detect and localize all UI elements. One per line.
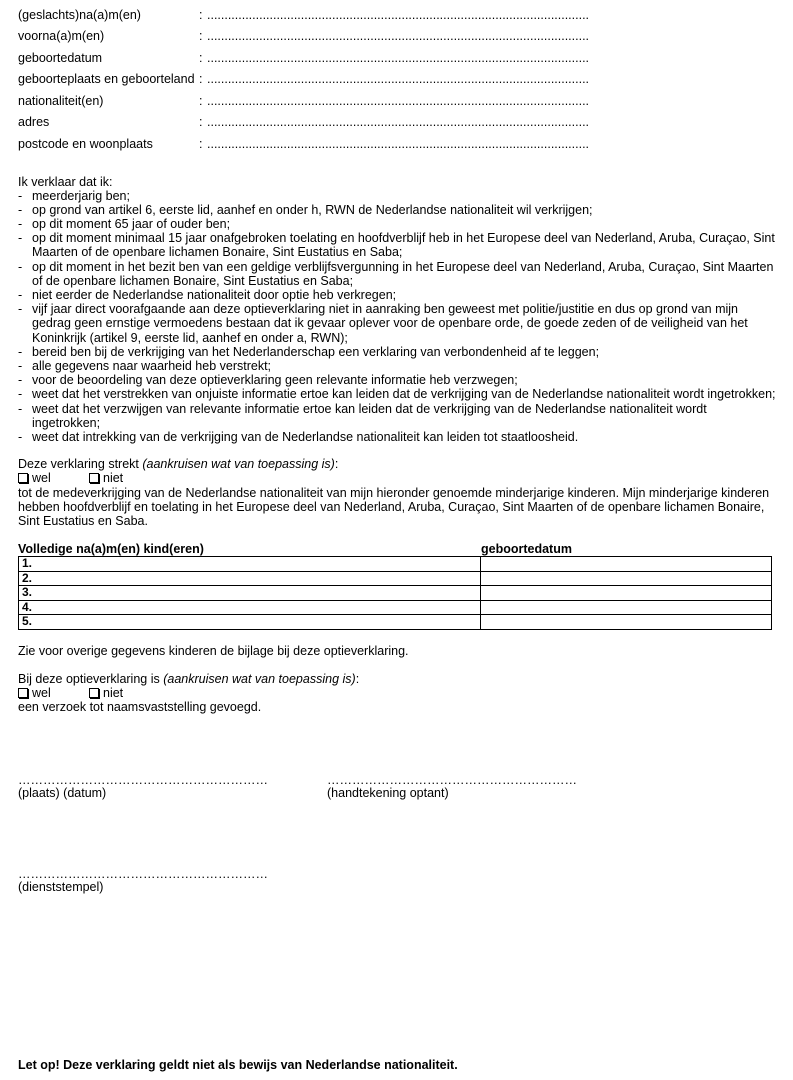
field-colon: : [199,136,203,151]
field-row[interactable] [18,4,778,26]
kid-date-cell[interactable] [481,586,772,601]
declaration-item: - niet eerder de Nederlandse nationaliteit door optie heb verkregen; [18,288,778,302]
field-row[interactable] [18,69,778,91]
bij-text: Bij deze optieverklaring is [18,671,164,686]
field-label: geboortedatum [18,50,103,65]
field-row[interactable] [18,47,778,69]
field-label: adres [18,115,50,130]
field-label: nationaliteit(en) [18,93,104,108]
optant-signature [327,774,577,800]
strekt-wel-checkbox[interactable] [18,471,89,485]
kid-date-cell[interactable] [481,571,772,586]
kid-name-cell[interactable]: 4. [19,600,481,615]
field-fill-line[interactable]: .............................................................................................................. [207,72,590,87]
bij-checkboxes [18,686,778,700]
kid-date-cell[interactable] [481,615,772,630]
field-row[interactable] [18,90,778,112]
field-fill-line[interactable]: .............................................................................................................. [207,50,590,65]
field-colon: : [199,115,203,130]
strekt-body: tot de medeverkrijging van de Nederlandse nationaliteit van mijn hieronder genoemde minderjarige kinderen. Mijn minderjarige kinderen hebben hoofdverblijf en toelating in het Europese deel van Nederland, Aruba, Curaçao, Sint Maarten of de openbare lichamen Bonaire, Sint Eustatius en Saba. [18,485,770,528]
declaration-item: - bereid ben bij de verkrijging van het Nederlanderschap een verklaring van verbondenheid af te leggen; [18,345,778,359]
field-colon: : [199,72,203,87]
field-label: postcode en woonplaats [18,136,153,151]
declaration-item: - weet dat intrekking van de verkrijging van de Nederlandse nationaliteit kan leiden tot staatloosheid. [18,430,778,444]
place-date-label: (plaats) (datum) [18,786,107,801]
checkbox-icon[interactable] [18,688,28,698]
kid-date-cell[interactable] [481,557,772,572]
checkbox-icon[interactable] [89,473,99,483]
checkbox-icon[interactable] [18,473,28,483]
stamp-line[interactable]: …………………………………………………… [18,867,268,882]
kids-col-date: geboortedatum [481,542,572,557]
strekt-niet-checkbox[interactable] [89,471,123,485]
field-colon: : [199,7,203,22]
declaration-list [18,189,778,445]
declaration-item: - op grond van artikel 6, eerste lid, aanhef en onder h, RWN de Nederlandse nationaliteit wil verkrijgen; [18,203,778,217]
table-row [19,600,772,615]
strekt-checkboxes [18,471,778,485]
declaration-intro: Ik verklaar dat ik: [18,174,113,189]
personal-fields [18,4,778,155]
place-date-signature [18,774,327,800]
field-row[interactable] [18,133,778,155]
kid-name-cell[interactable]: 1. [19,557,481,572]
checkbox-label: wel [32,471,51,486]
optant-signature-line[interactable]: …………………………………………………… [327,773,577,788]
table-row [19,557,772,572]
field-colon: : [199,93,203,108]
strekt-text: Deze verklaring strekt [18,457,143,472]
field-fill-line[interactable]: .............................................................................................................. [207,115,590,130]
checkbox-label: niet [103,686,124,701]
strekt-colon: : [334,457,339,472]
field-label: voorna(a)m(en) [18,29,105,44]
field-fill-line[interactable]: .............................................................................................................. [207,136,590,151]
table-row [19,615,772,630]
optant-signature-label: (handtekening optant) [327,786,449,801]
field-row[interactable] [18,112,778,134]
kid-name-cell[interactable]: 3. [19,586,481,601]
field-fill-line[interactable]: .............................................................................................................. [207,29,590,44]
place-date-line[interactable]: …………………………………………………… [18,773,268,788]
field-fill-line[interactable]: .............................................................................................................. [207,93,590,108]
declaration-item: - weet dat het verstrekken van onjuiste informatie ertoe kan leiden dat de verkrijging van de Nederlandse nationaliteit wordt ingetrokken; [18,387,778,401]
kids-col-name: Volledige na(a)m(en) kind(eren) [18,542,204,557]
declaration-item: - weet dat het verzwijgen van relevante informatie ertoe kan leiden dat de verkrijging van de Nederlandse nationaliteit wordt ingetrokken; [18,402,778,430]
strekt-heading [18,457,778,471]
declaration-item: - vijf jaar direct voorafgaande aan deze optieverklaring niet in aanraking ben geweest met politie/justitie en dus op grond van mijn gedrag geen ernstige vermoedens bestaan dat ik gevaar oplever voor de openbare orde, de goede zeden of de veiligheid van het Koninkrijk (artikel 9, eerste lid, aanhef en onder a, RWN); [18,302,778,345]
field-fill-line[interactable]: .............................................................................................................. [207,7,590,22]
form-page [18,4,778,894]
kids-table [18,556,772,630]
field-row[interactable] [18,26,778,48]
checkbox-label: wel [32,686,51,701]
checkbox-icon[interactable] [89,688,99,698]
declaration-item: - op dit moment in het bezit ben van een geldige verblijfsvergunning in het Europese deel van Nederland, Aruba, Curaçao, Sint Maarten of de openbare lichamen Bonaire, Sint Eustatius en Saba; [18,260,778,288]
declaration-item: - meerderjarig ben; [18,189,778,203]
kid-name-cell[interactable]: 2. [19,571,481,586]
declaration-item: - alle gegevens naar waarheid heb verstrekt; [18,359,778,373]
kids-table-header [18,542,778,556]
table-row [19,571,772,586]
declaration-item: - op dit moment minimaal 15 jaar onafgebroken toelating en hoofdverblijf heb in het Europese deel van Nederland, Aruba, Curaçao, Sint Maarten of de openbare lichamen Bonaire, Sint Eustatius en Saba; [18,231,778,259]
stamp-label: (dienststempel) [18,880,104,895]
field-label: geboorteplaats en geboorteland [18,72,195,87]
strekt-instruction: (aankruisen wat van toepassing is) [142,457,335,472]
footer-warning: Let op! Deze verklaring geldt niet als bewijs van Nederlandse nationaliteit. [18,1058,458,1072]
kid-name-cell[interactable]: 5. [19,615,481,630]
table-row [19,586,772,601]
declaration-item: - op dit moment 65 jaar of ouder ben; [18,217,778,231]
bij-body: een verzoek tot naamsvaststelling gevoegd. [18,700,262,715]
checkbox-label: niet [103,471,124,486]
field-label: (geslachts)na(a)m(en) [18,7,141,22]
bij-wel-checkbox[interactable] [18,686,89,700]
service-stamp [18,868,778,894]
bij-colon: : [355,671,360,686]
bij-instruction: (aankruisen wat van toepassing is) [163,671,356,686]
signature-row [18,774,778,800]
field-colon: : [199,50,203,65]
appendix-note: Zie voor overige gegevens kinderen de bijlage bij deze optieverklaring. [18,643,409,658]
kid-date-cell[interactable] [481,600,772,615]
field-colon: : [199,29,203,44]
bij-heading [18,672,778,686]
declaration-item: - voor de beoordeling van deze optieverklaring geen relevante informatie heb verzwegen; [18,373,778,387]
bij-niet-checkbox[interactable] [89,686,123,700]
